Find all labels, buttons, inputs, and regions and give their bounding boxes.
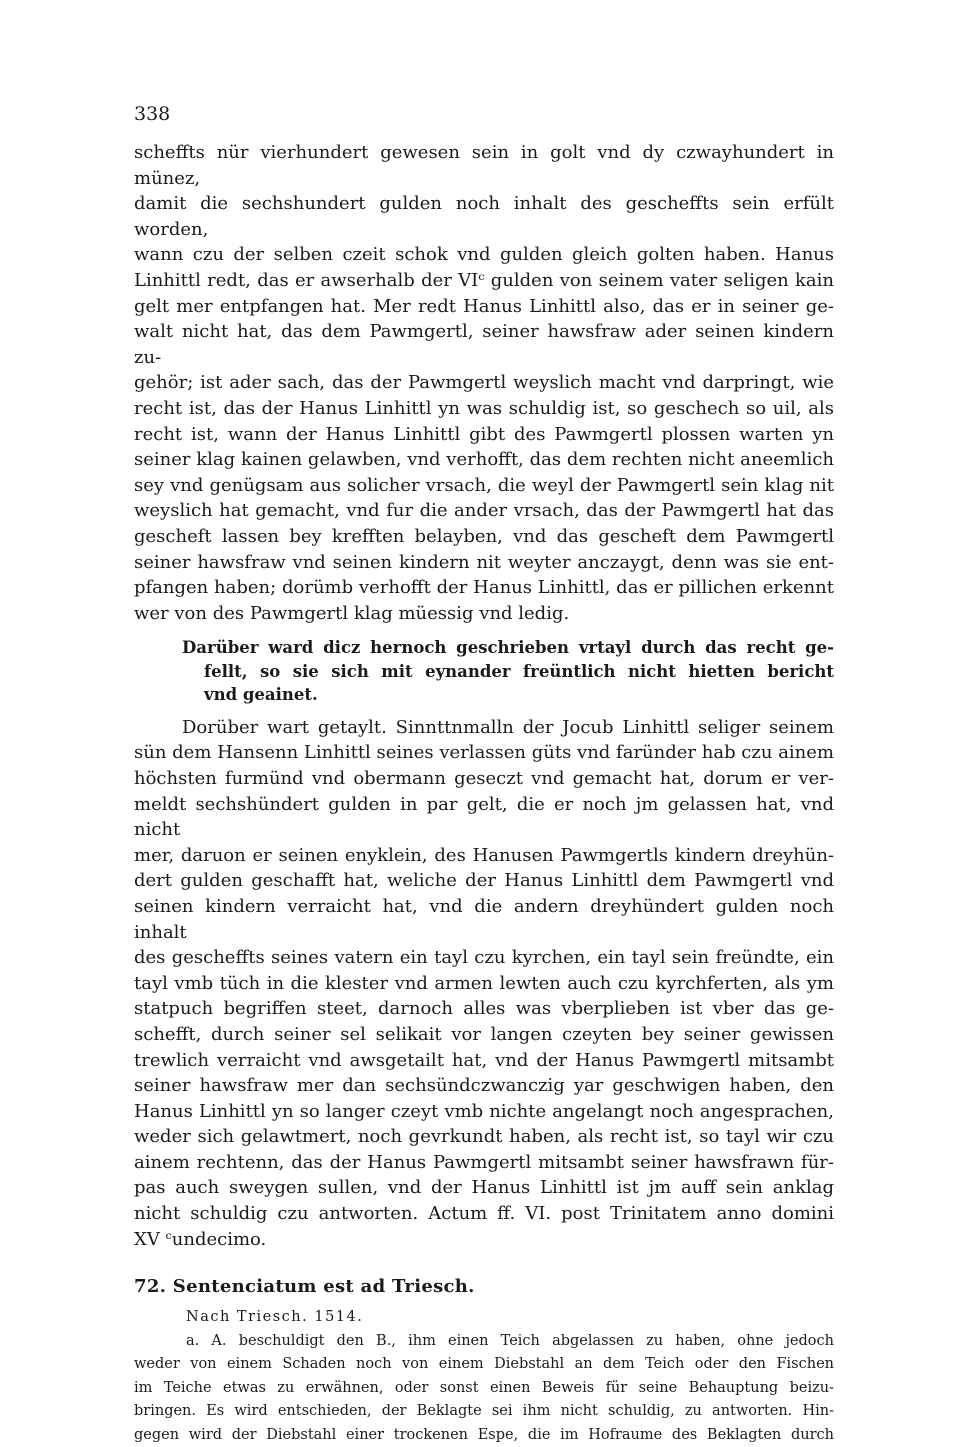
text-line: wer von des Pawmgertl klag müessig vnd ledig. xyxy=(134,602,570,624)
text-line: des gescheffts seines vatern ein tayl czu kyrchen, ein tayl sein freündte, ein xyxy=(134,947,834,969)
text-line: scheffts nür vierhundert gewesen sein in golt vnd dy czwayhundert in münez, xyxy=(134,142,834,189)
text-line: trewlich verraicht vnd awsgetailt hat, vnd der Hanus Pawmgertl mitsambt xyxy=(134,1049,834,1071)
text-line: weder sich gelawtmert, noch gevrkundt haben, als recht ist, so tayl wir czu xyxy=(134,1126,834,1148)
note-line: gegen wird der Diebstahl einer trockenen Espe, die im Hofraume des Beklagten durch xyxy=(134,1426,834,1443)
text-line: meldt sechshündert gulden in par gelt, die er noch jm gelassen hat, vnd nicht xyxy=(134,793,834,841)
note-line: im Teiche etwas zu erwähnen, oder sonst einen Beweis für seine Behauptung beizu- xyxy=(134,1379,834,1396)
text-line: sey vnd genügsam aus solicher vrsach, die weyl der Pawmgertl sein klag nit xyxy=(134,474,834,496)
text-line: seinen kindern verraicht hat, vnd die andern dreyhündert gulden noch inhalt xyxy=(134,895,834,943)
text-line: statpuch begriffen steet, darnoch alles was vberplieben ist vber das ge- xyxy=(134,998,834,1020)
text-line: wann czu der selben czeit schok vnd gulden gleich golten haben. Hanus xyxy=(134,244,834,266)
note-line: weder von einem Schaden noch von einem Diebstahl an dem Teich oder den Fischen xyxy=(134,1356,834,1373)
text-line: dert gulden geschafft hat, weliche der Hanus Linhittl dem Pawmgertl vnd xyxy=(134,870,834,892)
text-line: gescheft lassen bey krefften belayben, vnd das gescheft dem Pawmgertl xyxy=(134,525,834,547)
text-line: weyslich hat gemacht, vnd fur die ander vrsach, das der Pawmgertl hat das xyxy=(134,500,834,522)
heading-line: vnd geainet. xyxy=(204,685,318,705)
heading-line: Darüber ward dicz hernoch geschrieben vrtayl durch das recht ge- xyxy=(182,638,834,658)
text-line: gehör; ist ader sach, das der Pawmgertl weyslich macht vnd darpringt, wie xyxy=(134,372,834,394)
text-line: mer, daruon er seinen enyklein, des Hanusen Pawmgertls kindern dreyhün- xyxy=(134,844,834,866)
paragraph-1 xyxy=(134,140,834,626)
text-line: pfangen haben; dorümb verhofft der Hanus Linhittl, das er pillichen erkennt xyxy=(134,577,834,599)
paragraph-2 xyxy=(134,715,834,1252)
text-line: recht ist, das der Hanus Linhittl yn was schuldig ist, so geschech so uil, als xyxy=(134,397,834,419)
text-line: ainem rechtenn, das der Hanus Pawmgertl mitsambt seiner hawsfrawn für- xyxy=(134,1151,834,1173)
text-line: Hanus Linhittl yn so langer czeyt vmb nichte angelangt noch angesprachen, xyxy=(134,1100,834,1122)
section-title: 72. Sentenciatum est ad Triesch. xyxy=(134,1276,475,1298)
text-line: sün dem Hansenn Linhittl seines verlassen güts vnd faründer hab czu ainem xyxy=(134,742,834,764)
heading-line: fellt, so sie sich mit eynander freüntlich nicht hietten bericht xyxy=(204,661,834,681)
text-line: höchsten furmünd vnd obermann geseczt vnd gemacht hat, dorum er ver- xyxy=(134,767,834,789)
page-number: 338 xyxy=(134,103,171,125)
text-line: pas auch sweygen sullen, vnd der Hanus Linhittl ist jm auff sein anklag xyxy=(134,1177,834,1199)
text-line: XV ᶜundecimo. xyxy=(134,1228,267,1250)
text-line: Linhittl redt, das er awserhalb der VIᶜ gulden von seinem vater seligen kain xyxy=(134,269,834,291)
text-line: recht ist, wann der Hanus Linhittl gibt des Pawmgertl plossen warten yn xyxy=(134,423,834,445)
note-line: bringen. Es wird entschieden, der Beklagte sei ihm nicht schuldig, zu antworten. Hin- xyxy=(134,1403,834,1420)
document-page xyxy=(134,100,834,1447)
note-line: Nach Triesch. 1514. xyxy=(186,1309,364,1326)
note-line: a. A. beschuldigt den B., ihm einen Teich abgelassen zu haben, ohne jedoch xyxy=(186,1332,834,1349)
text-line: schefft, durch seiner sel selikait vor langen czeyten bey seiner gewissen xyxy=(134,1023,834,1045)
verdict-heading xyxy=(134,636,834,707)
text-line: tayl vmb tüch in die klester vnd armen lewten auch czu kyrchferten, als ym xyxy=(134,972,834,994)
text-line: seiner hawsfraw mer dan sechsündczwanczig yar geschwigen haben, den xyxy=(134,1075,834,1097)
text-line: seiner hawsfraw vnd seinen kindern nit weyter anczaygt, denn was sie ent- xyxy=(134,551,834,573)
summary-note xyxy=(134,1306,834,1447)
text-line: nicht schuldig czu antworten. Actum ff. VI. post Trinitatem anno domini xyxy=(134,1203,834,1225)
text-line: Dorüber wart getaylt. Sinnttnmalln der Jocub Linhittl seliger seinem xyxy=(182,716,834,738)
text-line: seiner klag kainen gelawben, vnd verhofft, das dem rechten nicht aneemlich xyxy=(134,449,834,471)
text-line: damit die sechshundert gulden noch inhalt des gescheffts sein erfült worden, xyxy=(134,193,834,240)
text-line: gelt mer entpfangen hat. Mer redt Hanus Linhittl also, das er in seiner ge- xyxy=(134,295,834,317)
text-line: walt nicht hat, das dem Pawmgertl, seiner hawsfraw ader seinen kindern zu- xyxy=(134,321,834,368)
